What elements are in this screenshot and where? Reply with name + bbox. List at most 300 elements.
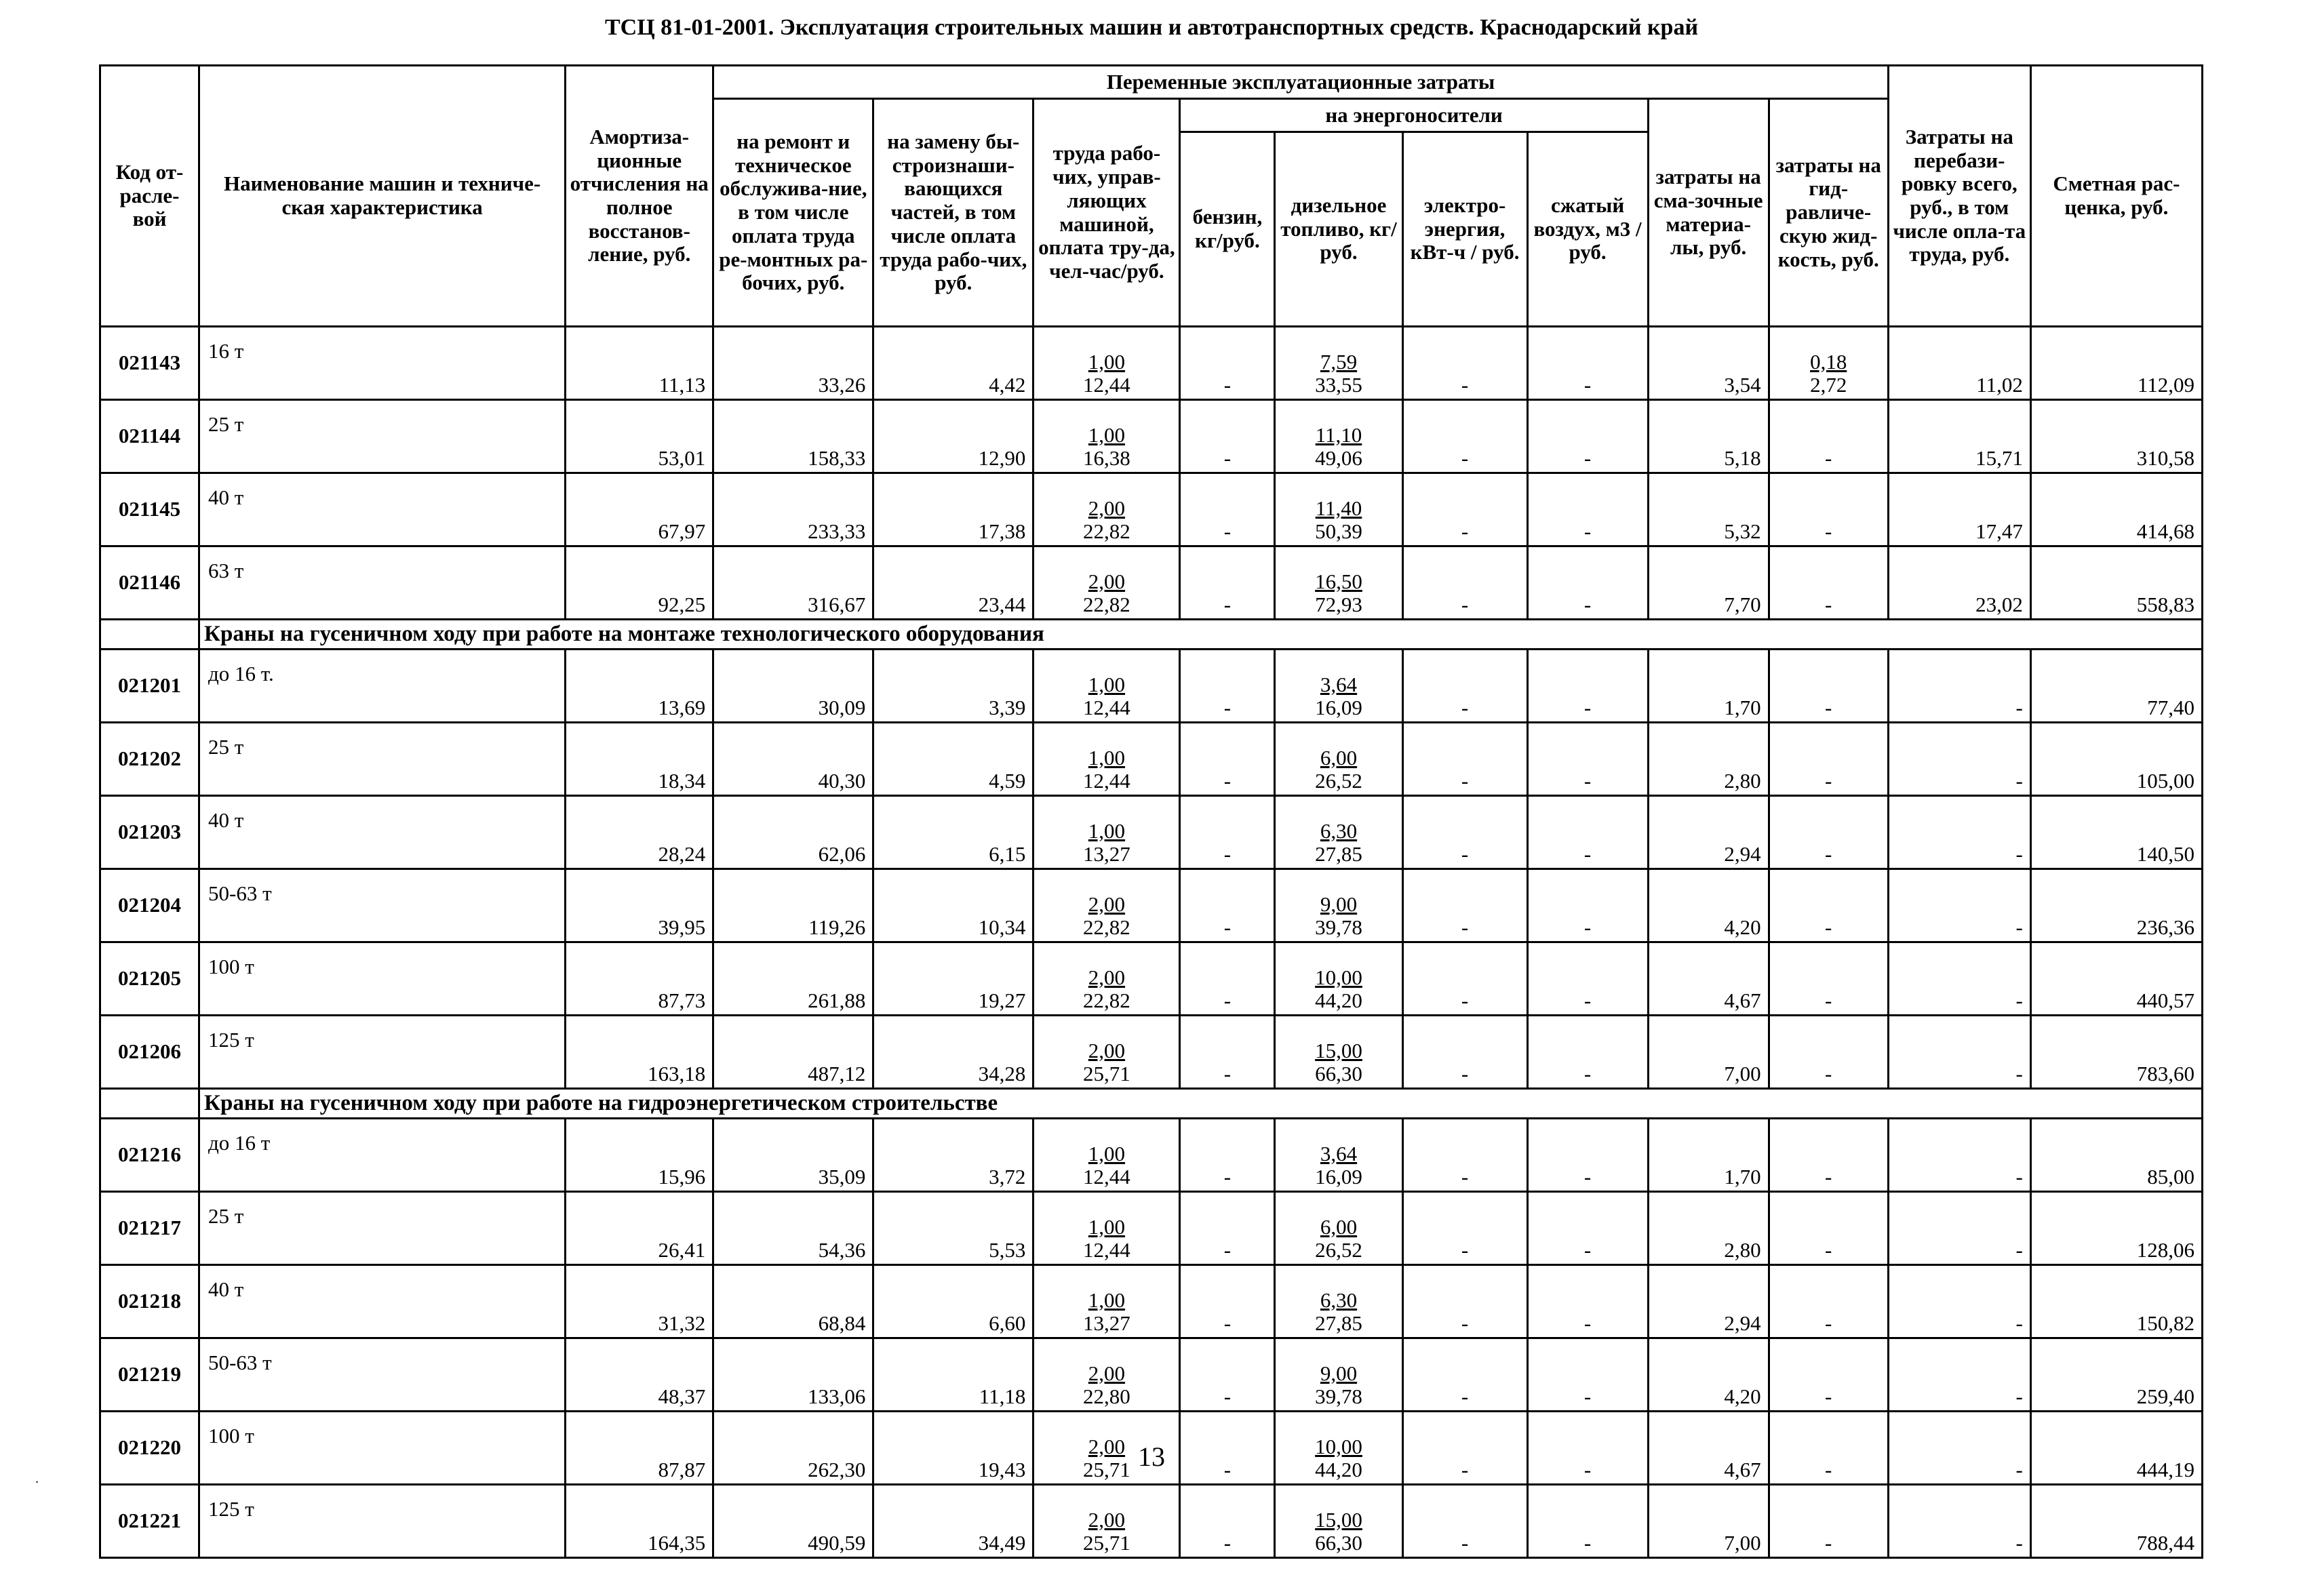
cell-air: - [1527,546,1648,620]
cell-diesel-bottom: 66,30 [1315,1062,1362,1086]
table-row [100,942,2203,1016]
cell-hydraulic-bottom: - [1825,1311,1832,1336]
cell-hydraulic [1769,400,1888,473]
col-header-parts: на замену бы-строизнаши-вающихся частей, в том числе оплата труда рабо-чих, руб. [873,99,1034,327]
cell-air: - [1527,1265,1648,1338]
cell-parts: 6,60 [873,1265,1034,1338]
cell-labor [1034,400,1180,473]
cell-estimate: 140,50 [2030,796,2202,869]
col-group-energy: на энергоносители [1180,99,1648,132]
cell-name: 100 т [199,942,566,1016]
cell-repair: 119,26 [713,869,873,942]
col-header-code: Код от-расле-вой [100,66,199,327]
cell-electric: - [1402,400,1527,473]
cell-hydraulic-bottom: 2,72 [1810,373,1847,397]
table-row [100,1119,2203,1192]
cell-air: - [1527,1338,1648,1412]
cell-labor-bottom: 22,82 [1083,593,1130,617]
cell-electric: - [1402,796,1527,869]
cell-diesel-bottom: 44,20 [1315,989,1362,1013]
cell-lubricants: 4,67 [1648,1412,1769,1485]
col-header-repair: на ремонт и техническое обслужива-ние, в том числе оплата труда ре-монтных ра-бочих, руб. [713,99,873,327]
cell-parts: 11,18 [873,1338,1034,1412]
cell-labor-top: 1,00 [1088,349,1126,374]
cell-repair: 487,12 [713,1016,873,1089]
cell-hydraulic [1769,473,1888,546]
cell-labor-bottom: 12,44 [1083,1165,1130,1189]
cell-estimate: 783,60 [2030,1016,2202,1089]
cell-air: - [1527,650,1648,723]
cell-petrol: - [1180,1016,1275,1089]
cell-amortization: 31,32 [566,1265,713,1338]
col-header-relocation: Затраты на перебази-ровку всего, руб., в том числе опла-та труда, руб. [1888,66,2030,327]
cell-parts: 3,72 [873,1119,1034,1192]
cell-repair: 33,26 [713,327,873,400]
cell-hydraulic [1769,1485,1888,1558]
cell-diesel-top: 15,00 [1315,1038,1362,1062]
cell-name: 125 т [199,1485,566,1558]
cell-electric: - [1402,327,1527,400]
col-header-name: Наименование машин и техниче-ская характеристика [199,66,566,327]
cell-electric: - [1402,1016,1527,1089]
cell-diesel-bottom: 39,78 [1315,1384,1362,1409]
cell-code: 021220 [100,1412,199,1485]
cell-hydraulic [1769,1338,1888,1412]
cell-labor-bottom: 16,38 [1083,446,1130,471]
cell-diesel [1275,400,1402,473]
cell-labor-bottom: 22,82 [1083,989,1130,1013]
cell-parts: 34,49 [873,1485,1034,1558]
cell-hydraulic-bottom: - [1825,989,1832,1013]
cell-petrol: - [1180,327,1275,400]
cell-lubricants: 2,94 [1648,796,1769,869]
cell-hydraulic-bottom: - [1825,1062,1832,1086]
cell-code: 021201 [100,650,199,723]
cell-diesel-top: 3,64 [1320,672,1358,696]
cell-name: до 16 т. [199,650,566,723]
cell-labor-bottom: 22,80 [1083,1384,1130,1409]
cell-labor-top: 2,00 [1088,569,1126,593]
cell-amortization: 53,01 [566,400,713,473]
cell-relocation: - [1888,796,2030,869]
table-row [100,400,2203,473]
cell-code: 021204 [100,869,199,942]
cell-relocation: - [1888,723,2030,796]
cell-diesel-top: 6,00 [1320,1214,1358,1239]
cell-petrol: - [1180,1338,1275,1412]
cell-labor [1034,869,1180,942]
cell-labor-bottom: 25,71 [1083,1062,1130,1086]
cell-diesel-bottom: 50,39 [1315,519,1362,544]
cell-diesel [1275,1192,1402,1265]
cell-amortization: 26,41 [566,1192,713,1265]
cell-amortization: 163,18 [566,1016,713,1089]
cell-name: 50-63 т [199,869,566,942]
cell-labor-top: 2,00 [1088,1507,1126,1532]
cell-diesel-bottom: 39,78 [1315,915,1362,940]
cell-amortization: 15,96 [566,1119,713,1192]
cell-name: 25 т [199,1192,566,1265]
cell-hydraulic [1769,1192,1888,1265]
cell-code: 021206 [100,1016,199,1089]
cell-estimate: 444,19 [2030,1412,2202,1485]
col-group-variable-costs: Переменные эксплуатационные затраты [713,66,1889,99]
table-row [100,473,2203,546]
cell-code: 021202 [100,723,199,796]
cell-code: 021146 [100,546,199,620]
cell-relocation: - [1888,1192,2030,1265]
cell-air: - [1527,796,1648,869]
cell-air: - [1527,942,1648,1016]
cell-diesel-top: 15,00 [1315,1507,1362,1532]
cell-diesel-top: 6,00 [1320,745,1358,770]
cell-air: - [1527,400,1648,473]
cell-labor-top: 1,00 [1088,1141,1126,1165]
cell-name: 50-63 т [199,1338,566,1412]
section-title: Краны на гусеничном ходу при работе на гидроэнергетическом строительстве [199,1089,2203,1119]
cell-repair: 233,33 [713,473,873,546]
cell-repair: 30,09 [713,650,873,723]
cell-relocation: 23,02 [1888,546,2030,620]
cell-code: 021218 [100,1265,199,1338]
cell-amortization: 67,97 [566,473,713,546]
cell-hydraulic-bottom: - [1825,593,1832,617]
cell-estimate: 150,82 [2030,1265,2202,1338]
cell-hydraulic-top: 0,18 [1810,349,1847,374]
col-header-amortization: Амортиза-ционные отчисления на полное восстанов-ление, руб. [566,66,713,327]
cell-labor [1034,1338,1180,1412]
cell-diesel [1275,1119,1402,1192]
table-row [100,327,2203,400]
cell-code: 021221 [100,1485,199,1558]
section-empty-cell [100,1089,199,1119]
cell-diesel-top: 11,10 [1315,422,1362,447]
cell-labor-bottom: 12,44 [1083,769,1130,793]
cell-estimate: 414,68 [2030,473,2202,546]
cell-name: 63 т [199,546,566,620]
table-row [100,1265,2203,1338]
cell-hydraulic [1769,1016,1888,1089]
cell-air: - [1527,473,1648,546]
cell-parts: 5,53 [873,1192,1034,1265]
cell-petrol: - [1180,1192,1275,1265]
cell-amortization: 39,95 [566,869,713,942]
cell-parts: 10,34 [873,869,1034,942]
col-header-air: сжатый воздух, м3 / руб. [1527,132,1648,327]
cell-name: 100 т [199,1412,566,1485]
cell-petrol: - [1180,1265,1275,1338]
table-header [100,66,2203,327]
cell-diesel [1275,1338,1402,1412]
cell-amortization: 87,73 [566,942,713,1016]
cell-hydraulic [1769,942,1888,1016]
cell-name: до 16 т [199,1119,566,1192]
cell-petrol: - [1180,1119,1275,1192]
cell-hydraulic [1769,723,1888,796]
cell-code: 021217 [100,1192,199,1265]
table-row [100,1016,2203,1089]
cell-relocation: 17,47 [1888,473,2030,546]
cell-code: 021203 [100,796,199,869]
cell-name: 40 т [199,1265,566,1338]
cell-petrol: - [1180,1412,1275,1485]
cell-electric: - [1402,1119,1527,1192]
cell-hydraulic [1769,796,1888,869]
cell-diesel-top: 11,40 [1315,496,1362,520]
cell-labor [1034,796,1180,869]
table-row [100,1192,2203,1265]
cell-diesel [1275,1485,1402,1558]
col-header-estimate: Сметная рас-ценка, руб. [2030,66,2202,327]
cell-labor-top: 2,00 [1088,496,1126,520]
cell-name: 125 т [199,1016,566,1089]
cell-electric: - [1402,650,1527,723]
cell-lubricants: 7,00 [1648,1016,1769,1089]
cell-hydraulic-bottom: - [1825,696,1832,720]
cell-labor-bottom: 13,27 [1083,1311,1130,1336]
cell-labor [1034,546,1180,620]
cell-petrol: - [1180,473,1275,546]
cell-labor-bottom: 22,82 [1083,519,1130,544]
cell-labor-top: 2,00 [1088,1361,1126,1385]
cell-electric: - [1402,1412,1527,1485]
cell-hydraulic [1769,869,1888,942]
cell-estimate: 77,40 [2030,650,2202,723]
cell-electric: - [1402,473,1527,546]
cell-repair: 316,67 [713,546,873,620]
cell-labor-bottom: 25,71 [1083,1458,1130,1482]
cell-hydraulic [1769,1119,1888,1192]
cell-diesel-bottom: 72,93 [1315,593,1362,617]
cell-diesel-bottom: 26,52 [1315,1238,1362,1262]
cell-diesel-top: 6,30 [1320,1288,1358,1312]
table-row [100,1485,2203,1558]
table-body [100,327,2203,1558]
col-header-petrol: бензин, кг/руб. [1180,132,1275,327]
cell-lubricants: 5,32 [1648,473,1769,546]
col-header-hydraulic: затраты на гид-равличе-скую жид-кость, руб. [1769,99,1888,327]
cell-labor [1034,1265,1180,1338]
cell-code: 021205 [100,942,199,1016]
cell-parts: 4,59 [873,723,1034,796]
cell-hydraulic-bottom: - [1825,1458,1832,1482]
cell-labor [1034,327,1180,400]
cell-air: - [1527,869,1648,942]
cell-labor [1034,1485,1180,1558]
cell-diesel-top: 6,30 [1320,818,1358,843]
cell-electric: - [1402,546,1527,620]
page-number: 13 [1138,1441,1165,1472]
cell-repair: 490,59 [713,1485,873,1558]
cell-labor-top: 1,00 [1088,818,1126,843]
cell-air: - [1527,1485,1648,1558]
cell-code: 021216 [100,1119,199,1192]
cell-diesel-top: 3,64 [1320,1141,1358,1165]
col-header-electric: электро-энергия, кВт-ч / руб. [1402,132,1527,327]
cell-petrol: - [1180,942,1275,1016]
cell-hydraulic-bottom: - [1825,1238,1832,1262]
cell-name: 40 т [199,796,566,869]
col-header-diesel: дизельное топливо, кг/руб. [1275,132,1402,327]
cell-labor-top: 2,00 [1088,965,1126,989]
cell-labor-top: 1,00 [1088,1214,1126,1239]
cell-diesel [1275,942,1402,1016]
cell-repair: 40,30 [713,723,873,796]
cell-air: - [1527,1016,1648,1089]
section-title: Краны на гусеничном ходу при работе на монтаже технологического оборудования [199,620,2203,650]
cell-estimate: 112,09 [2030,327,2202,400]
cell-petrol: - [1180,723,1275,796]
cell-diesel [1275,650,1402,723]
cell-air: - [1527,1192,1648,1265]
cell-labor [1034,723,1180,796]
cell-lubricants: 2,80 [1648,1192,1769,1265]
cell-electric: - [1402,869,1527,942]
cell-labor [1034,1016,1180,1089]
cell-estimate: 105,00 [2030,723,2202,796]
cell-lubricants: 5,18 [1648,400,1769,473]
cell-hydraulic-bottom: - [1825,446,1832,471]
cell-amortization: 164,35 [566,1485,713,1558]
cell-parts: 19,43 [873,1412,1034,1485]
cell-hydraulic [1769,1265,1888,1338]
section-row [100,1089,2203,1119]
cell-air: - [1527,1119,1648,1192]
cell-relocation: - [1888,1119,2030,1192]
cell-labor-top: 1,00 [1088,672,1126,696]
cell-relocation: - [1888,1265,2030,1338]
cell-diesel [1275,723,1402,796]
col-header-labor: труда рабо-чих, управ-ляющих машиной, оплата тру-да, чел-час/руб. [1034,99,1180,327]
cell-electric: - [1402,723,1527,796]
cell-diesel-top: 16,50 [1315,569,1362,593]
cell-relocation: - [1888,869,2030,942]
cell-hydraulic-bottom: - [1825,915,1832,940]
cell-petrol: - [1180,869,1275,942]
table-row [100,869,2203,942]
cell-amortization: 28,24 [566,796,713,869]
cell-relocation: - [1888,1485,2030,1558]
cell-lubricants: 3,54 [1648,327,1769,400]
cell-name: 25 т [199,723,566,796]
cell-code: 021143 [100,327,199,400]
cell-lubricants: 4,20 [1648,869,1769,942]
cell-petrol: - [1180,400,1275,473]
section-row [100,620,2203,650]
cell-relocation: - [1888,650,2030,723]
cell-air: - [1527,1412,1648,1485]
cell-labor-bottom: 12,44 [1083,373,1130,397]
cell-petrol: - [1180,1485,1275,1558]
cell-estimate: 558,83 [2030,546,2202,620]
cell-petrol: - [1180,650,1275,723]
cell-labor-bottom: 12,44 [1083,696,1130,720]
cell-lubricants: 2,94 [1648,1265,1769,1338]
cell-amortization: 18,34 [566,723,713,796]
cell-lubricants: 1,70 [1648,650,1769,723]
cell-lubricants: 1,70 [1648,1119,1769,1192]
cell-amortization: 87,87 [566,1412,713,1485]
cell-repair: 262,30 [713,1412,873,1485]
cell-diesel [1275,473,1402,546]
cell-diesel-top: 10,00 [1315,1434,1362,1458]
section-empty-cell [100,620,199,650]
cell-repair: 54,36 [713,1192,873,1265]
cell-diesel-bottom: 16,09 [1315,1165,1362,1189]
cell-parts: 19,27 [873,942,1034,1016]
cell-labor [1034,1192,1180,1265]
cell-diesel-top: 7,59 [1320,349,1358,374]
cell-amortization: 48,37 [566,1338,713,1412]
cell-diesel-bottom: 49,06 [1315,446,1362,471]
cell-name: 16 т [199,327,566,400]
cell-parts: 6,15 [873,796,1034,869]
cell-diesel [1275,327,1402,400]
cell-lubricants: 7,00 [1648,1485,1769,1558]
cell-code: 021145 [100,473,199,546]
cell-labor [1034,1119,1180,1192]
cell-repair: 68,84 [713,1265,873,1338]
cell-air: - [1527,327,1648,400]
stray-mark: . [35,1471,39,1486]
cell-hydraulic-bottom: - [1825,1531,1832,1555]
cell-estimate: 310,58 [2030,400,2202,473]
cell-repair: 158,33 [713,400,873,473]
cell-petrol: - [1180,796,1275,869]
cell-labor-top: 2,00 [1088,1434,1126,1458]
cell-repair: 35,09 [713,1119,873,1192]
cell-labor-top: 1,00 [1088,745,1126,770]
cell-labor [1034,942,1180,1016]
cell-diesel-bottom: 27,85 [1315,1311,1362,1336]
cell-diesel-top: 9,00 [1320,1361,1358,1385]
cell-estimate: 259,40 [2030,1338,2202,1412]
rates-table [99,64,2203,1559]
cell-petrol: - [1180,546,1275,620]
table-row [100,650,2203,723]
cell-air: - [1527,723,1648,796]
cell-estimate: 440,57 [2030,942,2202,1016]
cell-parts: 12,90 [873,400,1034,473]
cell-diesel-top: 10,00 [1315,965,1362,989]
cell-diesel-top: 9,00 [1320,892,1358,916]
cell-diesel-bottom: 26,52 [1315,769,1362,793]
table-row [100,546,2203,620]
cell-diesel-bottom: 44,20 [1315,1458,1362,1482]
cell-amortization: 13,69 [566,650,713,723]
cell-parts: 3,39 [873,650,1034,723]
cell-repair: 133,06 [713,1338,873,1412]
cell-diesel-bottom: 33,55 [1315,373,1362,397]
cell-hydraulic [1769,327,1888,400]
cell-electric: - [1402,1338,1527,1412]
cell-name: 40 т [199,473,566,546]
cell-labor-bottom: 12,44 [1083,1238,1130,1262]
cell-parts: 17,38 [873,473,1034,546]
table-row [100,1338,2203,1412]
cell-hydraulic-bottom: - [1825,519,1832,544]
cell-labor [1034,650,1180,723]
cell-electric: - [1402,1265,1527,1338]
cell-labor-bottom: 22,82 [1083,915,1130,940]
cell-labor [1034,473,1180,546]
cell-labor-top: 1,00 [1088,1288,1126,1312]
cell-lubricants: 4,20 [1648,1338,1769,1412]
cell-amortization: 92,25 [566,546,713,620]
cell-estimate: 236,36 [2030,869,2202,942]
cell-relocation: - [1888,1412,2030,1485]
cell-labor-bottom: 13,27 [1083,842,1130,866]
